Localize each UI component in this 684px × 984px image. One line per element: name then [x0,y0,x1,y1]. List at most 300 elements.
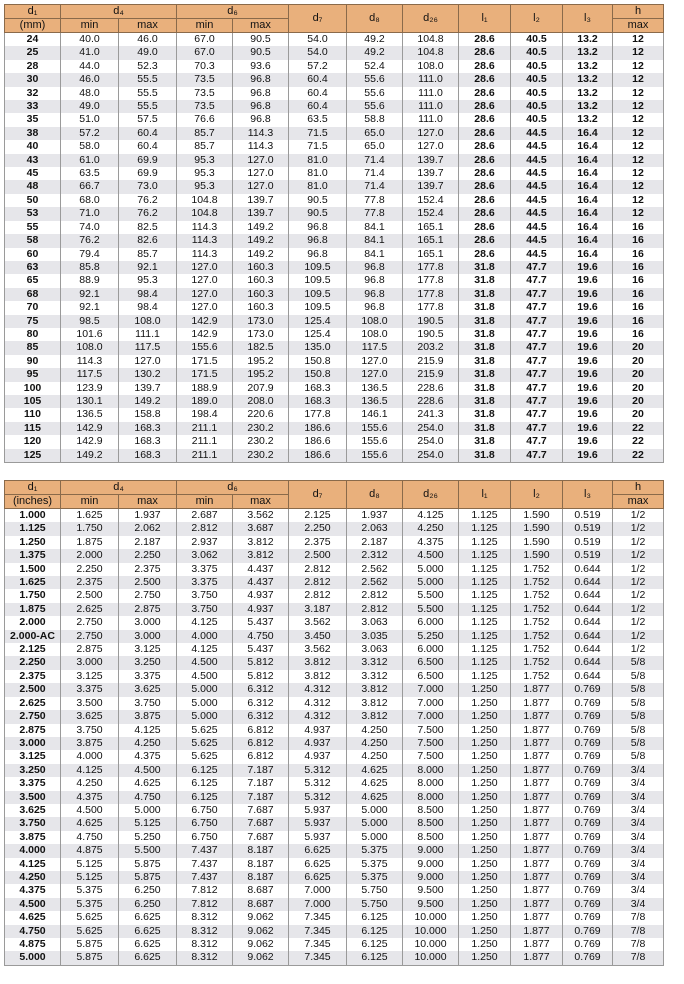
cell-l2: 44.5 [511,207,563,220]
cell-d6-max: 5.812 [233,656,289,669]
cell-d6-min: 7.437 [177,844,233,857]
cell-d1: 45 [5,167,61,180]
cell-d4-max: 4.125 [119,724,177,737]
cell-l2: 1.877 [511,804,563,817]
cell-l3: 0.769 [563,871,613,884]
col-header-d7: d₇ [289,5,347,33]
cell-d6-min: 198.4 [177,408,233,421]
cell-d26: 7.000 [403,697,459,710]
cell-d26: 9.000 [403,844,459,857]
cell-d6-min: 5.000 [177,710,233,723]
cell-d1: 2.125 [5,643,61,656]
cell-d6-max: 8.687 [233,898,289,911]
cell-l3: 0.769 [563,911,613,924]
cell-d8: 3.312 [347,656,403,669]
cell-d6-min: 73.5 [177,87,233,100]
cell-d7: 109.5 [289,274,347,287]
cell-d8: 3.812 [347,683,403,696]
cell-d26: 228.6 [403,395,459,408]
cell-l3: 16.4 [563,248,613,261]
cell-l1: 28.6 [459,248,511,261]
cell-d8: 146.1 [347,408,403,421]
col-header-d4-min: min [61,495,119,509]
cell-d6-max: 96.8 [233,100,289,113]
cell-d8: 3.812 [347,697,403,710]
cell-d26: 6.000 [403,616,459,629]
cell-d4-max: 5.875 [119,858,177,871]
col-header-l3: l₃ [563,481,613,509]
cell-d6-max: 9.062 [233,911,289,924]
cell-d7: 5.937 [289,817,347,830]
cell-d7: 125.4 [289,315,347,328]
table-row [5,288,664,301]
cell-d6-min: 5.625 [177,750,233,763]
cell-l3: 16.4 [563,194,613,207]
cell-l2: 44.5 [511,194,563,207]
cell-h-max: 12 [613,33,664,47]
cell-l3: 19.6 [563,449,613,463]
table-row [5,750,664,763]
cell-h-max: 3/4 [613,804,664,817]
cell-h-max: 3/4 [613,858,664,871]
cell-d26: 104.8 [403,46,459,59]
col-header-l2: l₂ [511,481,563,509]
cell-d26: 8.500 [403,817,459,830]
cell-d4-min: 63.5 [61,167,119,180]
cell-d6-max: 7.187 [233,791,289,804]
cell-d6-max: 7.687 [233,817,289,830]
col-header-d1: d₁ [5,5,61,19]
cell-h-max: 3/4 [613,777,664,790]
cell-l3: 16.4 [563,140,613,153]
cell-d1: 2.750 [5,710,61,723]
table-row [5,643,664,656]
cell-d6-max: 6.312 [233,697,289,710]
cell-l1: 28.6 [459,194,511,207]
cell-d26: 4.375 [403,536,459,549]
cell-d1: 90 [5,355,61,368]
cell-d4-max: 1.937 [119,509,177,523]
cell-l1: 31.8 [459,274,511,287]
cell-h-max: 7/8 [613,938,664,951]
cell-d4-min: 3.625 [61,710,119,723]
cell-l3: 0.769 [563,697,613,710]
cell-d1: 85 [5,341,61,354]
cell-d4-max: 6.625 [119,938,177,951]
cell-d6-min: 114.3 [177,234,233,247]
cell-d4-max: 46.0 [119,33,177,47]
cell-d6-max: 96.8 [233,113,289,126]
table-row [5,207,664,220]
cell-d26: 127.0 [403,140,459,153]
cell-d4-max: 55.5 [119,87,177,100]
cell-d6-min: 67.0 [177,46,233,59]
cell-d6-min: 3.750 [177,589,233,602]
cell-l1: 1.250 [459,697,511,710]
cell-l3: 0.769 [563,817,613,830]
cell-d8: 6.125 [347,911,403,924]
cell-d26: 152.4 [403,194,459,207]
cell-d4-min: 123.9 [61,382,119,395]
cell-d4-max: 98.4 [119,288,177,301]
cell-d4-max: 76.2 [119,194,177,207]
cell-l2: 47.7 [511,355,563,368]
cell-d4-min: 108.0 [61,341,119,354]
cell-l1: 1.250 [459,724,511,737]
cell-d6-max: 160.3 [233,261,289,274]
cell-l2: 1.590 [511,522,563,535]
table-row [5,73,664,86]
cell-l3: 16.4 [563,154,613,167]
cell-l3: 19.6 [563,301,613,314]
col-header-d4: d₄ [61,481,177,495]
cell-l2: 1.877 [511,683,563,696]
cell-l3: 0.519 [563,536,613,549]
cell-d7: 96.8 [289,248,347,261]
cell-h-max: 12 [613,194,664,207]
cell-d6-min: 6.750 [177,817,233,830]
cell-d4-min: 3.875 [61,737,119,750]
cell-d8: 96.8 [347,261,403,274]
table-row [5,576,664,589]
cell-l3: 0.644 [563,670,613,683]
cell-l1: 1.125 [459,630,511,643]
col-header-d4-max: max [119,495,177,509]
cell-d6-max: 8.187 [233,858,289,871]
table-row [5,46,664,59]
cell-d4-max: 3.250 [119,656,177,669]
cell-d4-min: 48.0 [61,87,119,100]
cell-l1: 1.250 [459,710,511,723]
cell-h-max: 12 [613,113,664,126]
cell-d7: 60.4 [289,100,347,113]
cell-h-max: 22 [613,435,664,448]
cell-d1: 1.000 [5,509,61,523]
cell-d6-max: 8.187 [233,871,289,884]
table-row [5,951,664,965]
cell-d1: 1.625 [5,576,61,589]
cell-d1: 25 [5,46,61,59]
cell-l2: 1.877 [511,938,563,951]
cell-d6-min: 211.1 [177,422,233,435]
cell-d6-max: 6.312 [233,683,289,696]
table-row [5,113,664,126]
cell-l1: 1.125 [459,616,511,629]
cell-l2: 1.877 [511,925,563,938]
cell-d8: 2.312 [347,549,403,562]
cell-d1: 125 [5,449,61,463]
cell-l3: 0.769 [563,925,613,938]
cell-h-max: 22 [613,449,664,463]
cell-d4-max: 149.2 [119,395,177,408]
cell-d8: 3.312 [347,670,403,683]
col-header-h: h [613,481,664,495]
cell-h-max: 1/2 [613,576,664,589]
cell-d8: 3.063 [347,616,403,629]
cell-d4-min: 2.500 [61,589,119,602]
cell-d4-min: 5.125 [61,858,119,871]
cell-l1: 28.6 [459,234,511,247]
cell-d1: 65 [5,274,61,287]
cell-h-max: 7/8 [613,911,664,924]
cell-d26: 190.5 [403,328,459,341]
cell-l3: 0.644 [563,603,613,616]
table-row [5,549,664,562]
cell-l3: 16.4 [563,221,613,234]
cell-d4-min: 61.0 [61,154,119,167]
cell-d4-min: 5.875 [61,938,119,951]
cell-h-max: 20 [613,368,664,381]
cell-d4-max: 139.7 [119,382,177,395]
cell-d4-min: 2.750 [61,630,119,643]
cell-l3: 0.644 [563,643,613,656]
cell-h-max: 3/4 [613,884,664,897]
col-header-d6-max: max [233,19,289,33]
cell-d26: 8.500 [403,804,459,817]
cell-d4-min: 88.9 [61,274,119,287]
cell-h-max: 12 [613,73,664,86]
cell-d4-max: 3.625 [119,683,177,696]
cell-d7: 54.0 [289,46,347,59]
cell-d8: 49.2 [347,46,403,59]
cell-d8: 84.1 [347,221,403,234]
cell-d4-min: 5.625 [61,925,119,938]
cell-d6-max: 149.2 [233,234,289,247]
table-row [5,261,664,274]
cell-l2: 1.877 [511,777,563,790]
cell-d1: 2.500 [5,683,61,696]
cell-d4-min: 1.750 [61,522,119,535]
cell-d8: 55.6 [347,87,403,100]
cell-l1: 1.250 [459,884,511,897]
cell-l2: 1.877 [511,724,563,737]
cell-d1: 3.375 [5,777,61,790]
cell-l2: 1.877 [511,831,563,844]
cell-d7: 109.5 [289,301,347,314]
cell-l1: 28.6 [459,180,511,193]
cell-d6-min: 8.312 [177,938,233,951]
table-row [5,234,664,247]
cell-d8: 6.125 [347,925,403,938]
cell-d6-min: 76.6 [177,113,233,126]
cell-d7: 71.5 [289,127,347,140]
cell-d1: 95 [5,368,61,381]
cell-d4-min: 136.5 [61,408,119,421]
cell-d4-max: 4.500 [119,764,177,777]
cell-l3: 19.6 [563,422,613,435]
cell-d4-min: 2.625 [61,603,119,616]
cell-d6-min: 211.1 [177,435,233,448]
cell-l2: 1.752 [511,643,563,656]
cell-h-max: 5/8 [613,670,664,683]
cell-d4-min: 98.5 [61,315,119,328]
cell-d8: 96.8 [347,274,403,287]
cell-d7: 2.250 [289,522,347,535]
cell-d4-max: 3.125 [119,643,177,656]
cell-l1: 1.250 [459,938,511,951]
cell-l2: 1.877 [511,871,563,884]
table-row [5,355,664,368]
cell-d6-max: 173.0 [233,315,289,328]
cell-d4-min: 5.375 [61,884,119,897]
cell-d8: 77.8 [347,194,403,207]
cell-l1: 28.6 [459,33,511,47]
cell-l2: 44.5 [511,180,563,193]
table-row [5,603,664,616]
cell-l2: 40.5 [511,87,563,100]
cell-d1: 30 [5,73,61,86]
cell-l1: 1.125 [459,603,511,616]
cell-h-max: 12 [613,167,664,180]
cell-h-max: 16 [613,234,664,247]
cell-d4-min: 51.0 [61,113,119,126]
cell-d4-max: 85.7 [119,248,177,261]
cell-l3: 16.4 [563,234,613,247]
cell-d6-min: 171.5 [177,355,233,368]
cell-d26: 9.500 [403,898,459,911]
cell-d8: 6.125 [347,938,403,951]
cell-d4-min: 3.750 [61,724,119,737]
cell-d1: 3.000 [5,737,61,750]
cell-h-max: 7/8 [613,951,664,965]
cell-l3: 0.644 [563,563,613,576]
cell-d6-min: 85.7 [177,140,233,153]
cell-l3: 16.4 [563,180,613,193]
cell-d26: 254.0 [403,435,459,448]
col-header-h-max: max [613,19,664,33]
cell-d7: 5.937 [289,831,347,844]
cell-d4-max: 168.3 [119,422,177,435]
table-row [5,301,664,314]
cell-l1: 31.8 [459,315,511,328]
cell-d1: 3.250 [5,764,61,777]
cell-d7: 96.8 [289,234,347,247]
cell-d6-max: 127.0 [233,167,289,180]
cell-l3: 0.769 [563,750,613,763]
cell-d6-min: 5.625 [177,737,233,750]
cell-l1: 31.8 [459,382,511,395]
cell-d1: 3.750 [5,817,61,830]
cell-d6-min: 7.812 [177,884,233,897]
cell-d1: 2.000 [5,616,61,629]
cell-d4-max: 52.3 [119,60,177,73]
cell-l2: 40.5 [511,113,563,126]
cell-d6-max: 7.687 [233,804,289,817]
cell-d8: 1.937 [347,509,403,523]
cell-l2: 1.877 [511,884,563,897]
cell-l1: 28.6 [459,87,511,100]
cell-l3: 16.4 [563,207,613,220]
cell-d4-max: 55.5 [119,73,177,86]
cell-d4-min: 149.2 [61,449,119,463]
cell-l1: 31.8 [459,341,511,354]
cell-h-max: 12 [613,100,664,113]
cell-h-max: 1/2 [613,563,664,576]
cell-d6-max: 160.3 [233,274,289,287]
col-header-d6-min: min [177,495,233,509]
cell-d6-min: 2.687 [177,509,233,523]
cell-d26: 228.6 [403,382,459,395]
cell-d6-min: 188.9 [177,382,233,395]
table-row [5,697,664,710]
cell-d8: 5.000 [347,817,403,830]
col-header-d26: d₂₆ [403,481,459,509]
cell-l2: 44.5 [511,167,563,180]
cell-d4-max: 60.4 [119,127,177,140]
cell-l2: 1.877 [511,764,563,777]
cell-d4-max: 5.250 [119,831,177,844]
cell-l3: 13.2 [563,87,613,100]
cell-d4-min: 4.500 [61,804,119,817]
table-row [5,710,664,723]
cell-d26: 10.000 [403,951,459,965]
cell-d8: 127.0 [347,355,403,368]
cell-h-max: 20 [613,355,664,368]
cell-l3: 0.769 [563,724,613,737]
cell-d6-max: 9.062 [233,938,289,951]
cell-d6-max: 230.2 [233,435,289,448]
cell-d4-max: 2.750 [119,589,177,602]
cell-d6-min: 127.0 [177,261,233,274]
cell-d4-min: 2.000 [61,549,119,562]
cell-d26: 9.500 [403,884,459,897]
cell-d6-min: 2.812 [177,522,233,535]
cell-d6-max: 207.9 [233,382,289,395]
cell-d4-min: 46.0 [61,73,119,86]
col-header-d4-max: max [119,19,177,33]
cell-d7: 6.625 [289,858,347,871]
cell-d4-min: 92.1 [61,301,119,314]
cell-d4-min: 4.875 [61,844,119,857]
cell-d6-min: 171.5 [177,368,233,381]
cell-l3: 0.644 [563,630,613,643]
cell-d4-min: 76.2 [61,234,119,247]
table-row [5,522,664,535]
cell-d8: 5.000 [347,804,403,817]
cell-d1: 38 [5,127,61,140]
cell-h-max: 3/4 [613,898,664,911]
cell-d26: 139.7 [403,180,459,193]
cell-d6-min: 142.9 [177,328,233,341]
cell-l1: 28.6 [459,60,511,73]
cell-d7: 60.4 [289,73,347,86]
cell-l2: 1.752 [511,630,563,643]
cell-d26: 8.000 [403,791,459,804]
cell-d8: 4.625 [347,791,403,804]
cell-h-max: 5/8 [613,750,664,763]
cell-d6-min: 8.312 [177,925,233,938]
cell-l3: 16.4 [563,167,613,180]
cell-l1: 31.8 [459,408,511,421]
cell-d1: 58 [5,234,61,247]
cell-d4-min: 4.000 [61,750,119,763]
cell-d26: 152.4 [403,207,459,220]
cell-d4-max: 76.2 [119,207,177,220]
cell-h-max: 5/8 [613,697,664,710]
cell-d26: 7.000 [403,683,459,696]
cell-d7: 5.937 [289,804,347,817]
cell-l2: 47.7 [511,395,563,408]
cell-h-max: 12 [613,207,664,220]
cell-h-max: 3/4 [613,817,664,830]
table-row [5,683,664,696]
cell-l1: 1.250 [459,925,511,938]
cell-l1: 1.250 [459,764,511,777]
cell-d8: 4.250 [347,724,403,737]
cell-l1: 31.8 [459,301,511,314]
col-header-l3: l₃ [563,5,613,33]
cell-l3: 0.769 [563,710,613,723]
